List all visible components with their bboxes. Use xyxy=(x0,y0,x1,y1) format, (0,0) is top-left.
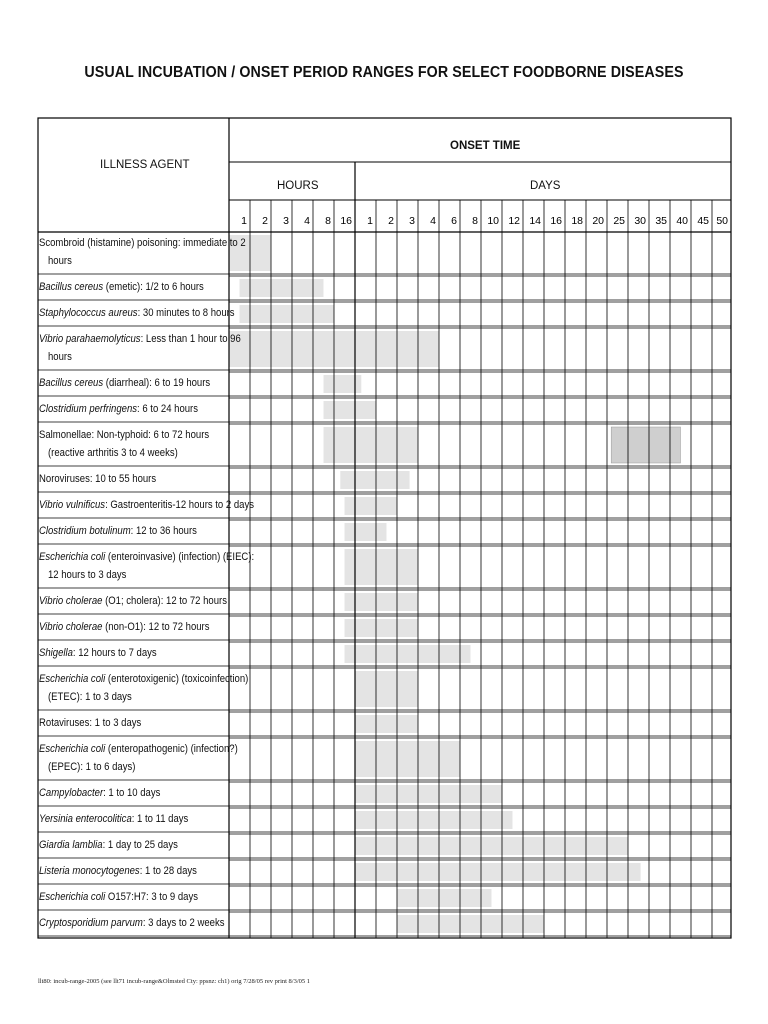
tick-label: 40 xyxy=(676,215,688,227)
illness-agent-label: Vibrio parahaemolyticus: Less than 1 hour to 96 hours xyxy=(39,333,241,363)
days-header: DAYS xyxy=(530,180,561,192)
range-bar xyxy=(345,497,398,515)
tick-label: 4 xyxy=(430,215,436,227)
range-bar xyxy=(324,427,419,463)
tick-label: 16 xyxy=(550,215,562,227)
range-bar xyxy=(355,741,460,777)
tick-label: 1 xyxy=(241,215,247,227)
illness-agent-label: Escherichia coli (enterotoxigenic) (toxicoinfection) (ETEC): 1 to 3 days xyxy=(39,673,249,703)
illness-agent-label: Campylobacter: 1 to 10 days xyxy=(39,787,161,799)
illness-agent-label: Clostridium perfringens: 6 to 24 hours xyxy=(39,403,199,415)
range-bar xyxy=(324,375,362,393)
tick-label: 2 xyxy=(262,215,268,227)
range-bar xyxy=(397,889,492,907)
onset-time-header: ONSET TIME xyxy=(450,140,521,152)
range-bar xyxy=(397,915,544,933)
tick-label: 35 xyxy=(655,215,667,227)
range-bar xyxy=(240,305,335,323)
tick-label: 10 xyxy=(487,215,499,227)
range-bar xyxy=(340,471,409,489)
tick-label: 1 xyxy=(367,215,373,227)
illness-agent-label: Rotaviruses: 1 to 3 days xyxy=(39,717,142,729)
range-bar xyxy=(355,715,418,733)
illness-agent-label: Vibrio cholerae (non-O1): 12 to 72 hours xyxy=(39,621,210,633)
illness-agent-label: Shigella: 12 hours to 7 days xyxy=(39,647,157,659)
illness-agent-label: Escherichia coli (enteropathogenic) (infection?) (EPEC): 1 to 6 days) xyxy=(39,743,238,773)
illness-agent-label: Bacillus cereus (diarrheal): 6 to 19 hours xyxy=(39,377,211,389)
tick-label: 8 xyxy=(472,215,478,227)
range-bar xyxy=(355,785,502,803)
tick-label: 2 xyxy=(388,215,394,227)
tick-label: 8 xyxy=(325,215,331,227)
range-bar xyxy=(240,279,324,297)
tick-label: 30 xyxy=(634,215,646,227)
illness-agent-label: Salmonellae: Non-typhoid: 6 to 72 hours (reactive arthritis 3 to 4 weeks) xyxy=(39,429,210,459)
illness-agent-label: Escherichia coli (enteroinvasive) (infection) (EIEC): 12 hours to 3 days xyxy=(39,551,255,581)
range-bar xyxy=(355,863,641,881)
tick-label: 50 xyxy=(716,215,728,227)
tick-label: 3 xyxy=(283,215,289,227)
range-bar xyxy=(355,837,628,855)
illness-agent-header: ILLNESS AGENT xyxy=(100,159,190,171)
range-bar xyxy=(324,401,377,419)
illness-agent-label: Noroviruses: 10 to 55 hours xyxy=(39,473,157,485)
illness-agent-label: Vibrio cholerae (O1; cholera): 12 to 72 hours xyxy=(39,595,227,607)
illness-agent-label: Yersinia enterocolitica: 1 to 11 days xyxy=(39,813,189,825)
tick-label: 6 xyxy=(451,215,457,227)
illness-agent-label: Cryptosporidium parvum: 3 days to 2 weeks xyxy=(39,917,225,929)
tick-label: 14 xyxy=(529,215,541,227)
range-bar xyxy=(345,645,471,663)
tick-label: 45 xyxy=(697,215,709,227)
illness-agent-label: Clostridium botulinum: 12 to 36 hours xyxy=(39,525,197,537)
range-bar xyxy=(355,811,513,829)
illness-agent-label: Scombroid (histamine) poisoning: immediate to 2 hours xyxy=(39,237,246,267)
tick-label: 4 xyxy=(304,215,310,227)
tick-label: 3 xyxy=(409,215,415,227)
tick-label: 16 xyxy=(340,215,352,227)
tick-label: 12 xyxy=(508,215,520,227)
hours-header: HOURS xyxy=(277,180,319,192)
illness-agent-label: Staphylococcus aureus: 30 minutes to 8 hours xyxy=(39,307,235,319)
illness-agent-label: Escherichia coli O157:H7: 3 to 9 days xyxy=(39,891,199,903)
tick-label: 18 xyxy=(571,215,583,227)
tick-label: 25 xyxy=(613,215,625,227)
illness-agent-label: Vibrio vulnificus: Gastroenteritis-12 hours to 2 days xyxy=(39,499,254,511)
range-bar xyxy=(345,523,387,541)
illness-agent-label: Bacillus cereus (emetic): 1/2 to 6 hours xyxy=(39,281,204,293)
tick-label: 20 xyxy=(592,215,604,227)
illness-agent-label: Listeria monocytogenes: 1 to 28 days xyxy=(39,865,197,877)
illness-agent-label: Giardia lamblia: 1 day to 25 days xyxy=(39,839,178,851)
page-title: USUAL INCUBATION / ONSET PERIOD RANGES FOR SELECT FOODBORNE DISEASES xyxy=(84,64,684,81)
footer-note: llt80: incub-range-2005 (see llt71 incub-range&Olmsted Cty: ppsnz: ch1) orig 7/28/05 rev print 8/3/05 1 xyxy=(38,978,311,985)
range-bar xyxy=(355,671,418,707)
